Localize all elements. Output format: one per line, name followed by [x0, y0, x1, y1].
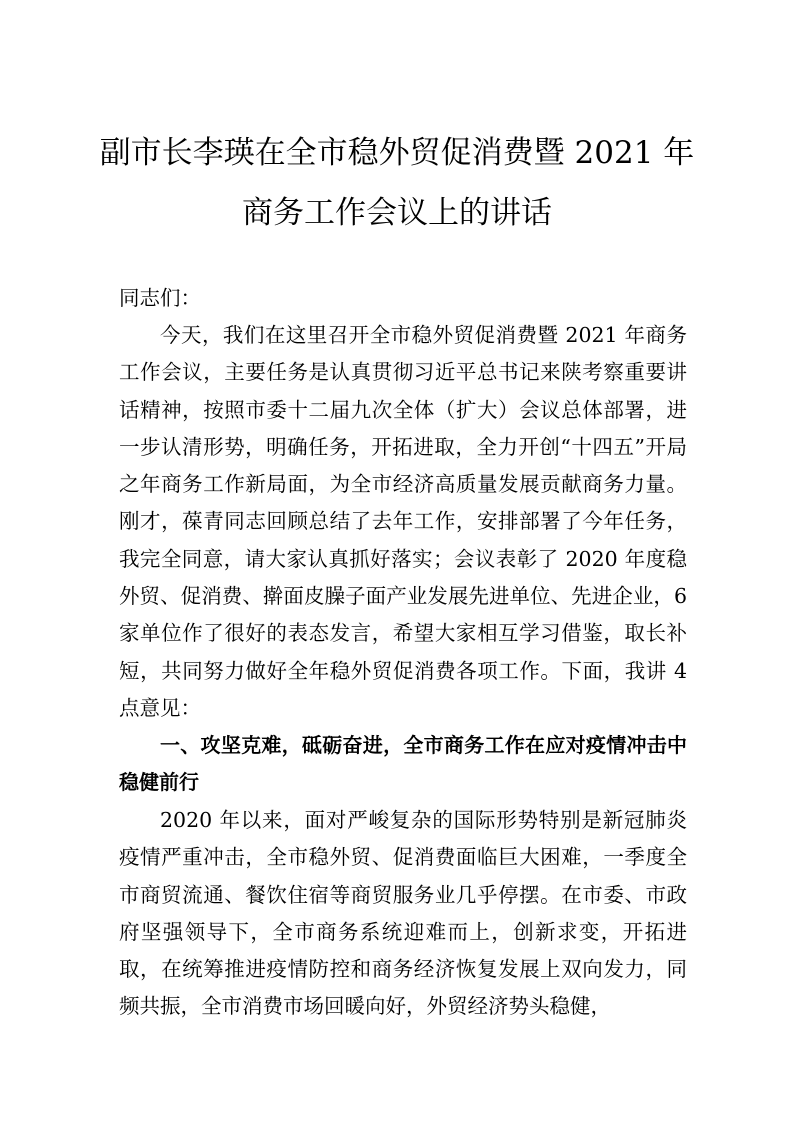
salutation: 同志们： [119, 286, 201, 310]
section-heading-1: 一、攻坚克难，砥砺奋进，全市商务工作在应对疫情冲击中稳健前行 [119, 733, 687, 795]
paragraph-opening: 今天，我们在这里召开全市稳外贸促消费暨 2021 年商务工作会议，主要任务是认真贯彻习近平总书记来陕考察重要讲话精神，按照市委十二届九次全体（扩大）会议总体部署，进一步认清形势，明确任务，开拓进取，全力开创“十四五”开局之年商务工作新局面，为全市经济高质量发展贡献商务力量。刚才，葆青同志回顾总结了去年工作，安排部署了今年任务，我完全同意，请大家认真抓好落实；会议表彰了 2020 年度稳外贸、促消费、擀面皮臊子面产业发展先进单位、先进企业，6 家单位作了很好的表态发言，希望大家相互学习借鉴，取长补短，共同努力做好全年稳外贸促消费各项工作。下面，我讲 4 点意见： [119, 323, 687, 720]
document-title-line-2: 商务工作会议上的讲话 [242, 195, 552, 231]
document-title-line-1: 副市长李瑛在全市稳外贸促消费暨 2021 年 [99, 135, 695, 171]
paragraph-section-1: 2020 年以来，面对严峻复杂的国际形势特别是新冠肺炎疫情严重冲击，全市稳外贸、促消费面临巨大困难，一季度全市商贸流通、餐饮住宿等商贸服务业几乎停摆。在市委、市政府坚强领导下，全市商务系统迎难而上，创新求变，开拓进取，在统筹推进疫情防控和商务经济恢复发展上双向发力，同频共振，全市消费市场回暖向好，外贸经济势头稳健， [119, 808, 687, 1019]
